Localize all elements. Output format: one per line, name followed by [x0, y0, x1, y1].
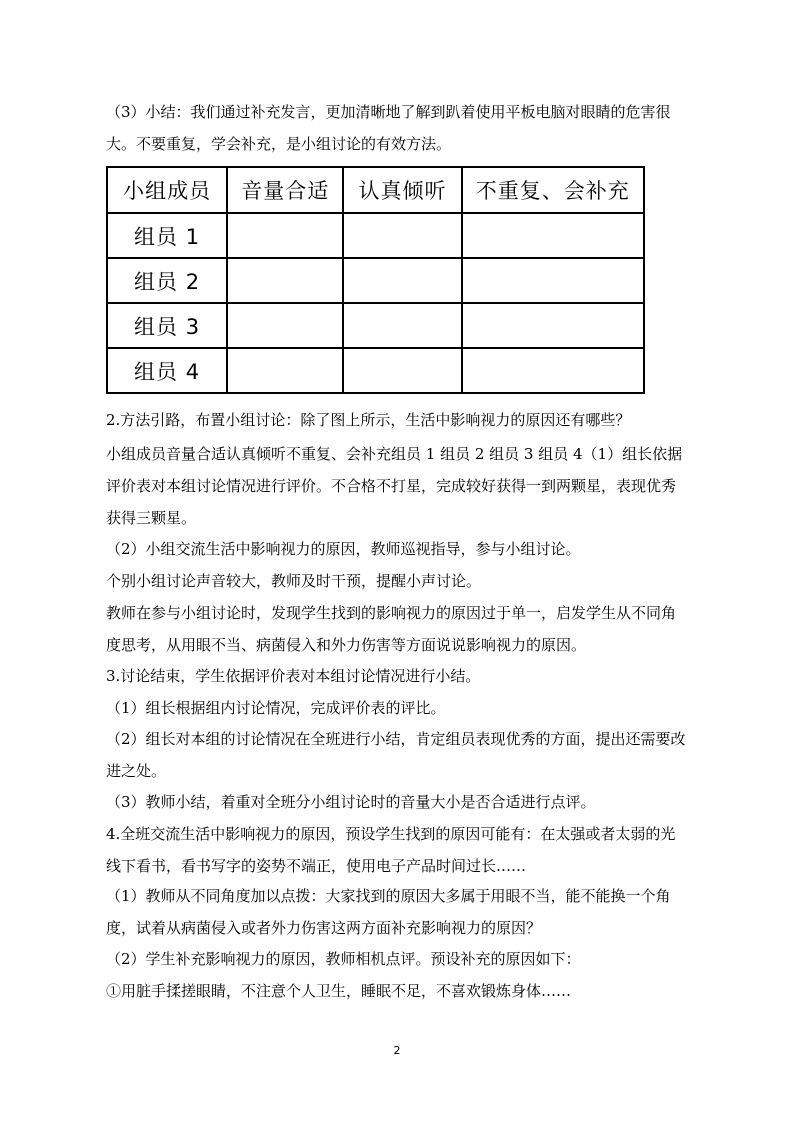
header-listening: 认真倾听 [343, 167, 461, 213]
teacher-summary-paragraph: （3）教师小结，着重对全班分小组讨论时的音量大小是否合适进行点评。 [106, 793, 596, 811]
table-row [107, 258, 644, 303]
teacher-intervention-paragraph: 个别小组讨论声音较大，教师及时干预，提醒小声讨论。 [106, 572, 482, 590]
step-2-heading: 2.方法引路，布置小组讨论：除了图上所示，生活中影响视力的原因还有哪些？ [106, 411, 631, 429]
teacher-hint-paragraph: （1）教师从不同角度加以点拨：大家找到的原因大多属于用眼不当，能不能换一个角度，试着从病菌侵入或者外力伤害这两方面补充影响视力的原因？ [106, 887, 671, 937]
supplement-cell [462, 258, 644, 303]
step-3-heading: 3.讨论结束，学生依据评价表对本组讨论情况进行小结。 [106, 667, 481, 685]
student-supplement-paragraph: （2）学生补充影响视力的原因，教师相机点评。预设补充的原因如下： [106, 950, 581, 968]
leader-summary-paragraph: （2）组长对本组的讨论情况在全班进行小结，肯定组员表现优秀的方面，提出还需要改进之处。 [106, 730, 686, 780]
supplement-cell [462, 213, 644, 258]
member-label: 组员 1 [107, 213, 227, 258]
listening-cell [343, 348, 461, 393]
preset-reasons-paragraph: ①用脏手揉搓眼睛，不注意个人卫生，睡眠不足，不喜欢锻炼身体…… [106, 982, 572, 1000]
table-header-row [107, 167, 644, 213]
supplement-cell [462, 348, 644, 393]
summary-paragraph: （3）小结：我们通过补充发言，更加清晰地了解到趴着使用平板电脑对眼睛的危害很大。不要重复，学会补充，是小组讨论的有效方法。 [106, 103, 671, 153]
volume-cell [227, 213, 343, 258]
volume-cell [227, 258, 343, 303]
member-label: 组员 3 [107, 303, 227, 348]
listening-cell [343, 303, 461, 348]
leader-evaluation-paragraph: （1）组长根据组内讨论情况，完成评价表的评比。 [106, 699, 446, 717]
group-exchange-paragraph: （2）小组交流生活中影响视力的原因，教师巡视指导，参与小组讨论。 [106, 540, 581, 558]
supplement-cell [462, 303, 644, 348]
member-label: 组员 2 [107, 258, 227, 303]
evaluation-table [106, 166, 645, 394]
table-row [107, 303, 644, 348]
step-4-heading: 4.全班交流生活中影响视力的原因，预设学生找到的原因可能有：在太强或者太弱的光线下看书，看书写字的姿势不端正，使用电子产品时间过长…… [106, 825, 676, 875]
header-members: 小组成员 [107, 167, 227, 213]
listening-cell [343, 258, 461, 303]
listening-cell [343, 213, 461, 258]
volume-cell [227, 348, 343, 393]
table-row [107, 348, 644, 393]
table-row [107, 213, 644, 258]
member-label: 组员 4 [107, 348, 227, 393]
teacher-guidance-paragraph: 教师在参与小组讨论时，发现学生找到的影响视力的原因过于单一，启发学生从不同角度思考，从用眼不当、病菌侵入和外力伤害等方面说说影响视力的原因。 [106, 604, 677, 654]
page-number: 2 [393, 1044, 401, 1057]
header-volume: 音量合适 [227, 167, 343, 213]
evaluation-instructions: 小组成员音量合适认真倾听不重复、会补充组员 1 组员 2 组员 3 组员 4（1）组长依据评价表对本组讨论情况进行评价。不合格不打星，完成较好获得一到两颗星，表现优秀获得三颗星。 [106, 445, 683, 527]
volume-cell [227, 303, 343, 348]
header-supplement: 不重复、会补充 [462, 167, 644, 213]
